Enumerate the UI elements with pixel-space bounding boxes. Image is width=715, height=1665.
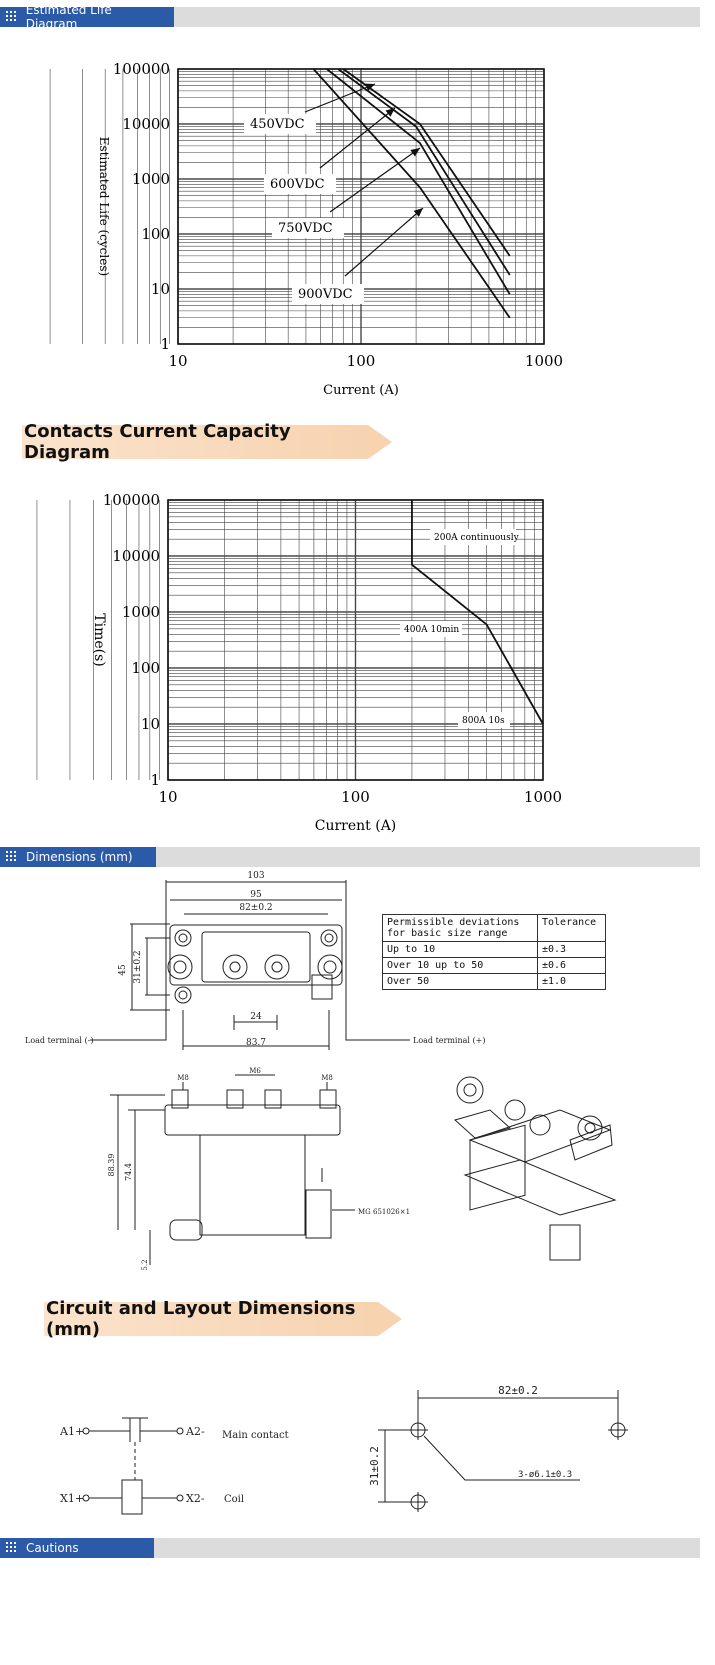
table-row [383, 942, 605, 958]
dim-5-2: 5.2 [141, 1259, 149, 1271]
dim-88-39: 88.39 [107, 1153, 116, 1177]
connector-label: MG 651026×1 [358, 1208, 411, 1216]
load-terminal-pos: Load terminal (+) [413, 1036, 486, 1045]
table-header: Tolerance [542, 917, 597, 928]
y-tick-label: 1 [160, 335, 170, 353]
y-tick-label: 100000 [112, 60, 170, 78]
section-title: Cautions [26, 1541, 79, 1555]
y-tick-label: 1 [150, 771, 160, 789]
series-label: 450VDC [250, 117, 305, 132]
circuit-drawing [0, 1370, 715, 1530]
grid-icon [6, 1542, 18, 1554]
tolerance-table [382, 914, 606, 990]
section-title: Estimated Life Diagram [25, 3, 112, 31]
y-tick-label: 10 [140, 715, 160, 733]
x-tick-label: 1000 [524, 352, 564, 370]
y-tick-label: 100 [141, 225, 170, 243]
label-coil: Coil [224, 1494, 245, 1505]
chart-annotation: 400A 10min [404, 625, 460, 635]
table-cell: Over 50 [383, 974, 538, 989]
grid-icon [6, 11, 18, 23]
section-tab-life [0, 3, 174, 31]
table-cell: ±1.0 [542, 976, 567, 987]
arrow-head [410, 148, 420, 156]
x-tick-label: 1000 [523, 788, 563, 806]
chart-annotation: 800A 10s [462, 716, 505, 726]
dim-95: 95 [250, 890, 262, 900]
series-arrow [345, 208, 423, 276]
table-row [383, 974, 605, 989]
y-tick-label: 1000 [121, 603, 160, 621]
circuit-heading [44, 1298, 378, 1340]
dimensions-drawing [0, 870, 715, 1290]
arrow-head [385, 108, 395, 117]
table-cell: Over 10 up to 50 [383, 958, 538, 973]
series-label: 600VDC [270, 177, 325, 192]
layout-hole-label: 3-ø6.1±0.3 [518, 1470, 573, 1480]
section-band-life [0, 3, 700, 31]
dim-24: 24 [250, 1012, 262, 1022]
x-tick-label: 10 [168, 352, 188, 370]
label-a2: A2- [186, 1425, 205, 1438]
y-tick-label: 10 [150, 280, 170, 298]
label-m8-left: M8 [177, 1074, 189, 1082]
section-title: Dimensions (mm) [26, 850, 133, 864]
label-a1: A1+ [60, 1425, 85, 1438]
capacity-heading [22, 421, 368, 463]
section-tab-dimensions [0, 847, 156, 867]
dim-82: 82±0.2 [239, 903, 273, 913]
y-axis-label: Estimated Life (cycles) [97, 136, 111, 277]
y-axis-label: Time(s) [91, 613, 107, 667]
label-m8-right: M8 [321, 1074, 333, 1082]
section-title: Contacts Current Capacity Diagram [24, 421, 291, 463]
x-tick-label: 100 [346, 352, 376, 370]
dim-31: 31±0.2 [133, 950, 143, 984]
dim-83-7: 83.7 [245, 1038, 267, 1048]
series-line-900VDC [313, 69, 509, 318]
y-tick-label: 10000 [112, 547, 160, 565]
label-x1: X1+ [60, 1492, 85, 1505]
table-cell: ±0.6 [542, 960, 567, 971]
layout-dim-82: 82±0.2 [498, 1384, 538, 1397]
section-band-cautions [0, 1538, 700, 1558]
section-tab-cautions [0, 1538, 154, 1558]
series-line-600VDC [338, 69, 510, 275]
label-main-contact: Main contact [222, 1430, 289, 1441]
y-tick-label: 10000 [122, 115, 170, 133]
x-tick-label: 10 [158, 788, 178, 806]
table-header: Permissible deviations for basic size range [383, 915, 538, 941]
section-title: Circuit and Layout Dimensions (mm) [46, 1298, 356, 1340]
table-cell: ±0.3 [542, 944, 567, 955]
series-label: 750VDC [278, 221, 333, 236]
chart-annotation: 200A continuously [434, 533, 519, 543]
x-tick-label: 100 [341, 788, 370, 806]
label-x2: X2- [186, 1492, 205, 1505]
y-tick-label: 1000 [131, 170, 170, 188]
series-label: 900VDC [298, 287, 353, 302]
y-tick-label: 100 [131, 659, 160, 677]
table-cell: Up to 10 [383, 942, 538, 957]
estimated-life-chart [0, 40, 715, 410]
current-capacity-chart [0, 480, 715, 850]
dim-103: 103 [247, 871, 265, 881]
dim-74-4: 74.4 [124, 1163, 133, 1181]
table-row [383, 958, 605, 974]
x-axis-label: Current (A) [323, 383, 399, 398]
grid-icon [6, 851, 18, 863]
x-axis-label: Current (A) [314, 818, 397, 834]
load-terminal-neg: Load terminal (-) [25, 1036, 94, 1045]
section-band-dimensions [0, 847, 700, 867]
y-tick-label: 100000 [102, 491, 160, 509]
label-m6: M6 [249, 1067, 261, 1075]
layout-dim-31: 31±0.2 [368, 1446, 381, 1486]
dim-45: 45 [118, 964, 128, 976]
